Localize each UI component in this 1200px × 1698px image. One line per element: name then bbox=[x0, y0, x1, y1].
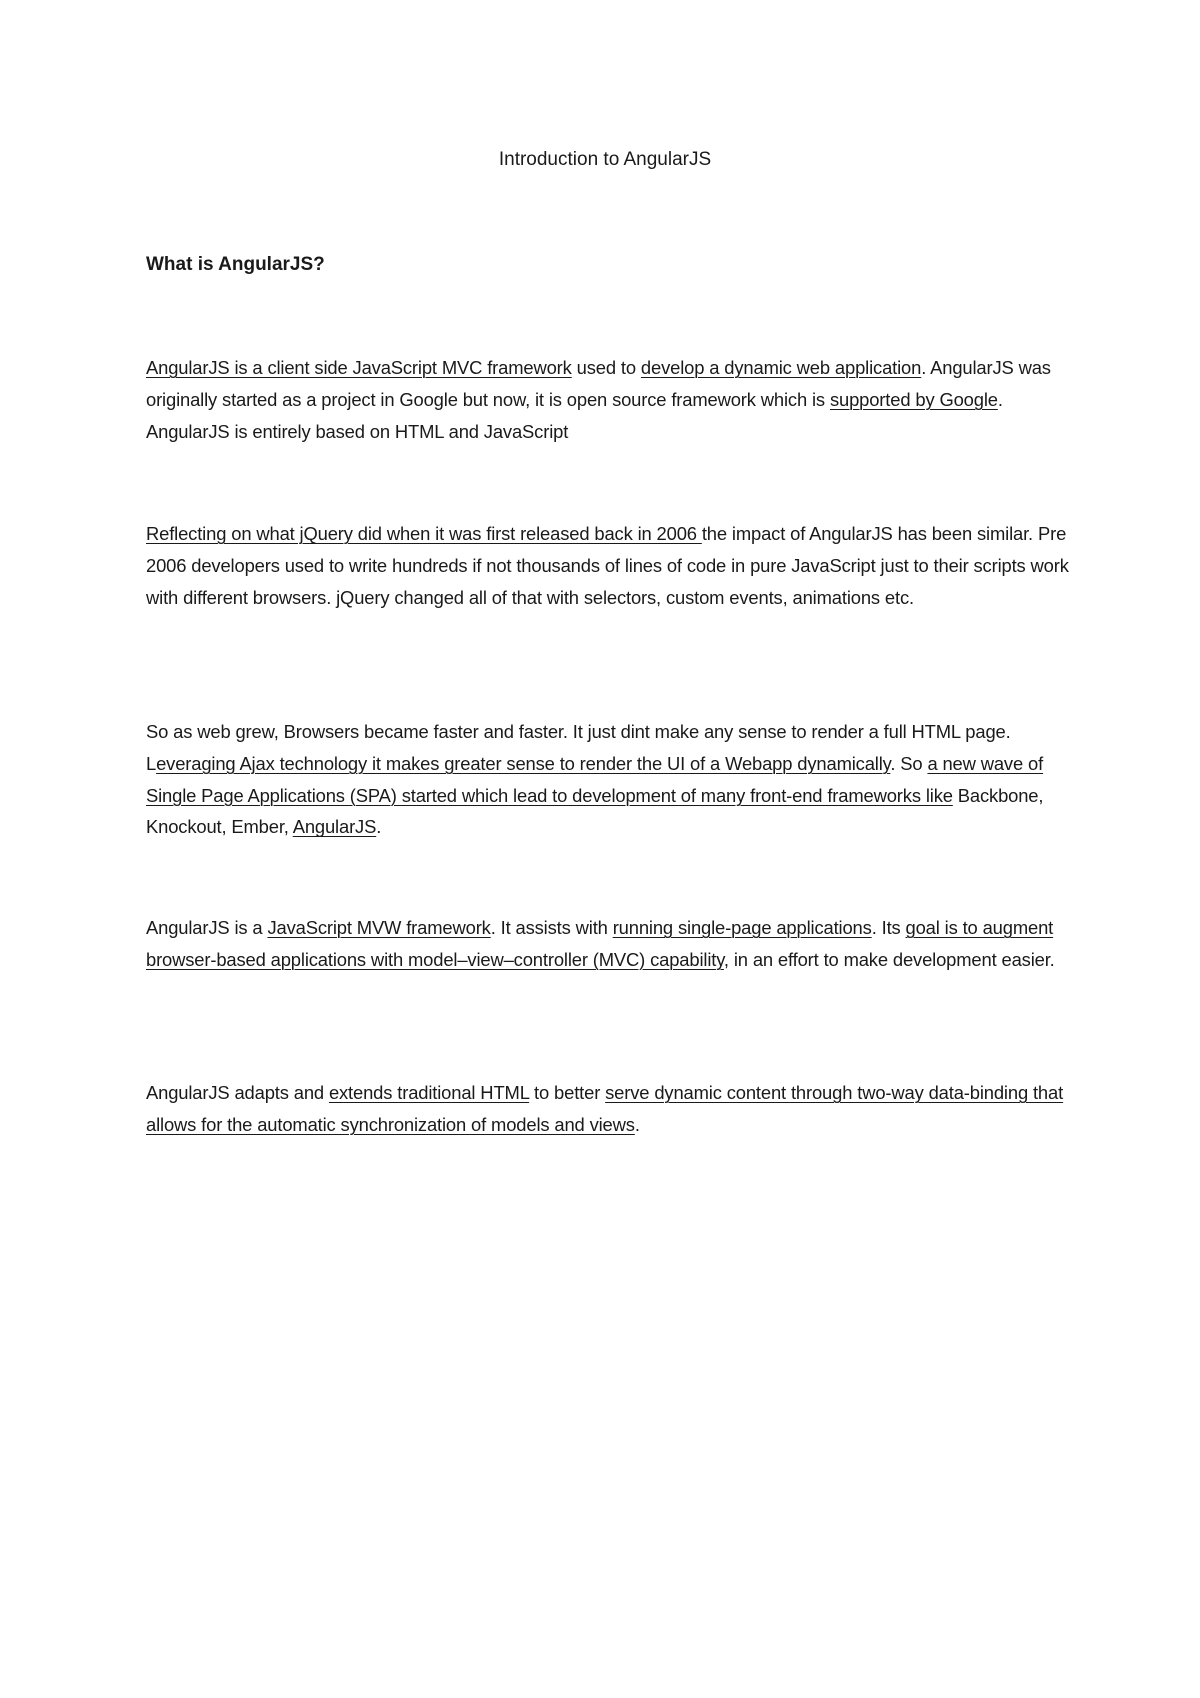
text-run: the impact of AngularJS has been similar. Pre 2006 developers used to write hundreds if not thousands of lines of code in pure JavaScript just to their scripts work with different browsers. jQuery changed all of that with selectors, custom events, animations etc. bbox=[146, 523, 1069, 608]
text-run: . It assists with bbox=[490, 917, 613, 938]
underlined-phrase: extends traditional HTML bbox=[328, 1082, 530, 1103]
paragraph-5 bbox=[146, 1077, 1071, 1141]
text-run: So as web grew, Browsers became faster and faster. It just dint make any sense to render a full HTML page. L bbox=[146, 721, 1011, 774]
text-run: . Its bbox=[871, 917, 906, 938]
underlined-phrase: serve dynamic content through two-way data-binding that allows for the automatic synchronization of models and views bbox=[146, 1082, 1064, 1135]
underlined-phrase: JavaScript MVW framework bbox=[267, 917, 491, 938]
text-run: , in an effort to make development easier. bbox=[723, 948, 1055, 970]
text-run: . bbox=[376, 816, 382, 838]
underlined-phrase: everaging Ajax technology it makes greater sense to render the UI of a Webapp dynamically bbox=[156, 752, 891, 774]
text-run: to better bbox=[529, 1082, 606, 1103]
text-run: used to bbox=[571, 357, 641, 378]
text-run: AngularJS adapts and bbox=[146, 1082, 329, 1103]
underlined-phrase: supported by Google bbox=[829, 388, 998, 410]
underlined-phrase: running single-page applications bbox=[612, 917, 872, 938]
paragraph-2 bbox=[146, 518, 1071, 613]
underlined-phrase: a new wave of Single Page Applications (SPA) started which lead to development of many front-end frameworks like bbox=[146, 752, 1044, 806]
text-run: . AngularJS was originally started as a project in Google but now, it is open source framework which is bbox=[146, 357, 1051, 410]
underlined-phrase: AngularJS is a client side JavaScript MVC framework bbox=[146, 357, 572, 378]
text-run: . AngularJS is entirely based on HTML and JavaScript bbox=[146, 388, 1003, 442]
paragraph-1 bbox=[146, 352, 1071, 447]
underlined-phrase: Reflecting on what jQuery did when it was first released back in 2006 bbox=[146, 523, 702, 544]
underlined-phrase: develop a dynamic web application bbox=[640, 357, 922, 378]
paragraph-4 bbox=[146, 912, 1071, 976]
document-title: Introduction to AngularJS bbox=[498, 149, 712, 170]
text-run: . So bbox=[890, 752, 928, 774]
section-heading: What is AngularJS? bbox=[146, 254, 325, 275]
underlined-phrase: goal is to augment browser-based applications with model–view–controller (MVC) capability bbox=[146, 917, 1054, 970]
text-run: AngularJS is a bbox=[146, 917, 268, 938]
text-run: Backbone, Knockout, Ember, bbox=[146, 784, 1044, 838]
underlined-phrase: AngularJS bbox=[292, 816, 377, 838]
text-run: . bbox=[634, 1113, 640, 1135]
paragraph-3 bbox=[146, 716, 1071, 843]
